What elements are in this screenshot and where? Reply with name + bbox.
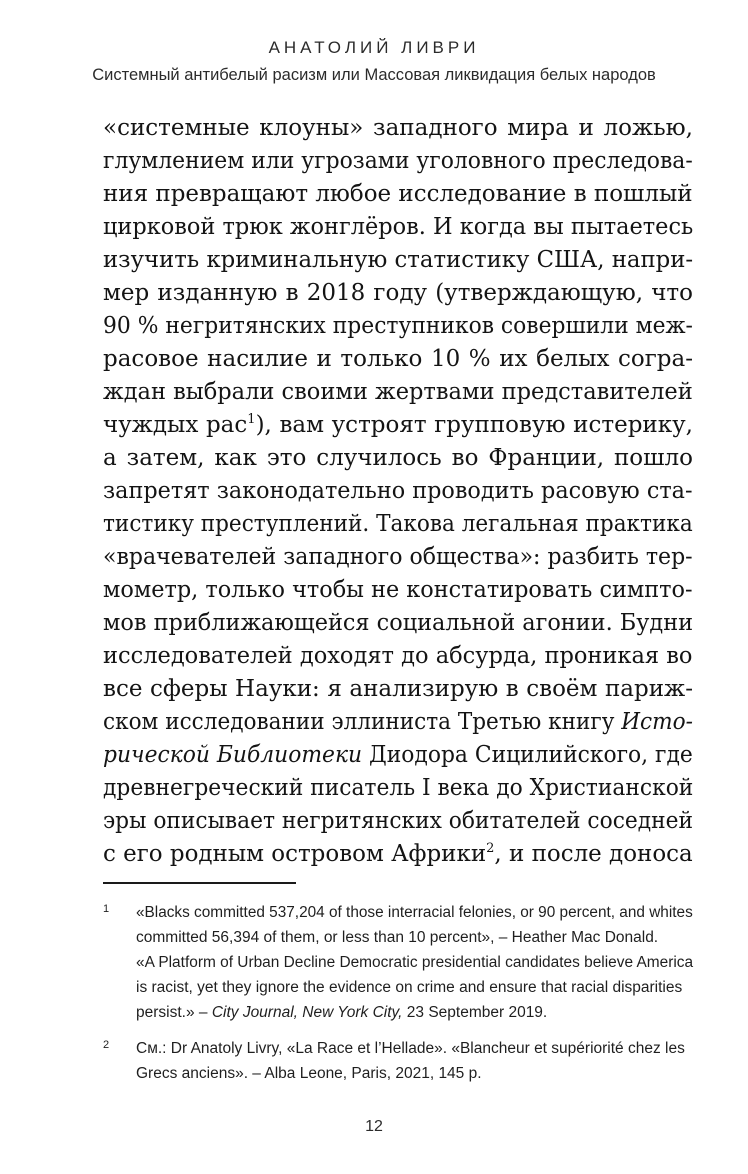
body-line: 90 % негритянских преступников совершили меж- <box>103 313 693 339</box>
body-line: мер изданную в 2018 году (утверждающую, что <box>103 280 693 306</box>
body-line: все сферы Науки: я анализирую в своём париж- <box>103 676 693 702</box>
footnote-divider <box>103 882 296 884</box>
footnote-2 <box>103 1036 693 1086</box>
header-book-title: Системный антибелый расизм или Массовая ликвидация белых народов <box>92 66 656 84</box>
footnotes <box>103 900 693 1097</box>
body-text <box>103 112 693 871</box>
footnote-line: См.: Dr Anatoly Livry, «La Race et l’Hellade». «Blancheur et supériorité chez les <box>136 1040 685 1057</box>
body-line: цирковой трюк жонглёров. И когда вы пытаетесь <box>103 214 694 240</box>
body-line: эры описывает негритянских обитателей соседней <box>103 808 694 834</box>
footnote-1 <box>103 900 693 1025</box>
footnote-line: Grecs anciens». – Alba Leone, Paris, 2021, 145 p. <box>136 1065 482 1082</box>
body-line: древнегреческий писатель I века до Христианской <box>103 775 694 801</box>
body-line: «системные клоуны» западного мира и ложью, <box>103 115 693 141</box>
body-text-segment: с его родным островом Африки <box>103 841 487 867</box>
body-line <box>103 409 693 442</box>
footnote-line: committed 56,394 of them, or less than 10 percent», – Heather Mac Donald. <box>136 929 659 946</box>
footnote-line: «Blacks committed 537,204 of those interracial felonies, or 90 percent, and whites <box>136 904 693 921</box>
running-header <box>0 36 748 88</box>
body-line: запретят законодательно проводить расовую ста- <box>103 478 693 504</box>
body-line: мов приближающейся социальной агонии. Будни <box>103 610 694 636</box>
body-line: исследователей доходят до абсурда, проникая во <box>103 643 693 669</box>
body-text-segment: ), вам устроят групповую истерику, <box>255 412 693 438</box>
body-line: а затем, как это случилось во Франции, пошло <box>103 445 693 471</box>
footnote-ref-2[interactable]: 2 <box>486 841 495 856</box>
footnote-line: is racist, yet they ignore the evidence on crime and ensure that racial disparities <box>136 979 683 996</box>
body-text-segment: чуждых рас <box>103 412 248 438</box>
book-title-italic: Исто- <box>621 709 693 735</box>
body-text-segment: , и после доноса <box>494 841 693 867</box>
body-text-segment: ском исследовании эллиниста Третью книгу <box>103 709 622 735</box>
body-line: ждан выбрали своими жертвами представителей <box>103 379 693 405</box>
journal-title-italic: City Journal, New York City, <box>211 1004 403 1021</box>
footnote-line <box>136 1000 693 1025</box>
body-line: ния превращают любое исследование в пошлый <box>103 181 693 207</box>
body-line: изучить криминальную статистику США, напри- <box>103 247 694 273</box>
body-line: мометр, только чтобы не констатировать симпто- <box>103 577 693 603</box>
footnote-text-segment: 23 September 2019. <box>402 1004 548 1021</box>
book-title-italic: рической Библиотеки <box>103 742 363 768</box>
footnote-number: 1 <box>103 903 110 915</box>
body-line <box>103 739 693 772</box>
page-number: 12 <box>365 1118 383 1135</box>
body-text-segment: Диодора Сицилийского, где <box>362 742 693 768</box>
footnote-ref-1[interactable]: 1 <box>247 412 256 427</box>
body-line <box>103 706 693 739</box>
body-line: тистику преступлений. Такова легальная практика <box>103 511 693 537</box>
body-line: глумлением или угрозами уголовного преследова- <box>103 148 693 174</box>
body-line: «врачевателей западного общества»: разбить тер- <box>103 544 693 570</box>
body-line: расовое насилие и только 10 % их белых согра- <box>103 346 693 372</box>
header-author: АНАТОЛИЙ ЛИВРИ <box>268 38 480 57</box>
footnote-number: 2 <box>103 1039 110 1051</box>
body-line <box>103 838 693 871</box>
footnote-text-segment: persist.» – <box>136 1004 212 1021</box>
footnote-line: «A Platform of Urban Decline Democratic presidential candidates believe America <box>136 954 694 971</box>
